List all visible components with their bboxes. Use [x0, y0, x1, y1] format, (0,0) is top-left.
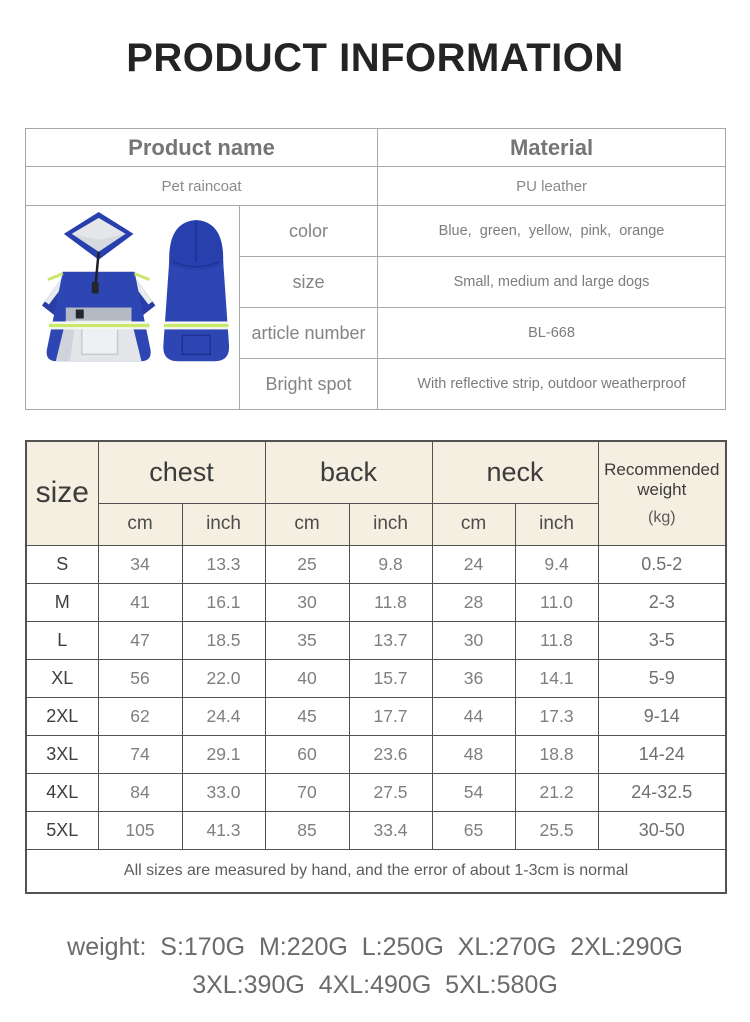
size-value-cell: 11.8	[515, 621, 598, 659]
size-value-cell: 62	[98, 697, 182, 735]
size-value-cell: 23.6	[349, 735, 432, 773]
back-header: back	[265, 441, 432, 503]
recommended-weight-label: Recommended weight	[604, 459, 720, 500]
weight-note-line2: 3XL:390G 4XL:490G 5XL:580G	[192, 971, 558, 999]
raincoat-back-view	[163, 220, 229, 361]
size-name-cell: XL	[26, 659, 98, 697]
size-value-cell: 14-24	[598, 735, 726, 773]
size-row	[26, 697, 726, 735]
size-value-cell: 85	[265, 811, 349, 849]
size-value-cell: 47	[98, 621, 182, 659]
size-value-cell: 18.8	[515, 735, 598, 773]
size-name-cell: L	[26, 621, 98, 659]
unit-header-cell: cm	[432, 503, 515, 545]
size-value-cell: 11.8	[349, 583, 432, 621]
size-value-cell: 9-14	[598, 697, 726, 735]
weight-unit-label: (kg)	[648, 508, 676, 526]
measurement-note: All sizes are measured by hand, and the error of about 1-3cm is normal	[26, 849, 726, 893]
size-name-cell: 4XL	[26, 773, 98, 811]
size-row	[26, 545, 726, 583]
size-row	[26, 583, 726, 621]
size-value-cell: 40	[265, 659, 349, 697]
size-value-cell: 13.3	[182, 545, 265, 583]
size-value-cell: 41.3	[182, 811, 265, 849]
size-value-cell: 15.7	[349, 659, 432, 697]
product-name-header: Product name	[26, 129, 378, 167]
size-value-cell: 18.5	[182, 621, 265, 659]
size-value-cell: 14.1	[515, 659, 598, 697]
size-value-cell: 34	[98, 545, 182, 583]
article-number-label: article number	[240, 308, 378, 359]
info-header-row	[26, 129, 726, 167]
size-value-cell: 30	[432, 621, 515, 659]
product-info-table	[25, 128, 726, 410]
chest-header: chest	[98, 441, 265, 503]
size-value-cell: 2-3	[598, 583, 726, 621]
size-row	[26, 773, 726, 811]
size-value-cell: 30	[265, 583, 349, 621]
bright-spot-label: Bright spot	[240, 359, 378, 410]
size-value-cell: 16.1	[182, 583, 265, 621]
size-value-cell: 27.5	[349, 773, 432, 811]
weight-note-line1: weight: S:170G M:220G L:250G XL:270G 2XL:290G	[67, 933, 683, 961]
bright-spot-value: With reflective strip, outdoor weatherproof	[378, 359, 726, 410]
size-value-cell: 11.0	[515, 583, 598, 621]
size-value-cell: 65	[432, 811, 515, 849]
size-value-cell: 24	[432, 545, 515, 583]
size-value-cell: 33.4	[349, 811, 432, 849]
color-label: color	[240, 206, 378, 257]
size-name-cell: 5XL	[26, 811, 98, 849]
unit-header-cell: inch	[182, 503, 265, 545]
size-chart-table	[25, 440, 727, 894]
size-value-cell: 22.0	[182, 659, 265, 697]
size-value-cell: 0.5-2	[598, 545, 726, 583]
size-value-cell: 41	[98, 583, 182, 621]
size-row	[26, 659, 726, 697]
size-value-cell: 70	[265, 773, 349, 811]
size-value-cell: 21.2	[515, 773, 598, 811]
material-header: Material	[378, 129, 726, 167]
size-table-body	[26, 545, 726, 849]
size-value-cell: 84	[98, 773, 182, 811]
size-value-cell: 9.8	[349, 545, 432, 583]
pet-raincoat-illustration	[30, 210, 235, 405]
size-value-cell: 3-5	[598, 621, 726, 659]
page-title: PRODUCT INFORMATION	[126, 36, 624, 80]
size-value-cell: 5-9	[598, 659, 726, 697]
size-row	[26, 735, 726, 773]
size-row	[26, 621, 726, 659]
info-value-row	[26, 167, 726, 206]
size-chart-group-row	[26, 441, 726, 503]
info-detail-row	[26, 206, 726, 257]
size-row	[26, 811, 726, 849]
size-value-cell: 17.3	[515, 697, 598, 735]
size-value-cell: 30-50	[598, 811, 726, 849]
size-value-cell: 17.7	[349, 697, 432, 735]
size-value-cell: 25.5	[515, 811, 598, 849]
product-image	[26, 206, 240, 410]
size-label: size	[240, 257, 378, 308]
size-value-cell: 24-32.5	[598, 773, 726, 811]
product-name-value: Pet raincoat	[26, 167, 378, 206]
size-value-cell: 56	[98, 659, 182, 697]
size-corner-header: size	[26, 441, 98, 545]
size-name-cell: S	[26, 545, 98, 583]
size-value-cell: 48	[432, 735, 515, 773]
unit-header-cell: inch	[349, 503, 432, 545]
size-value-cell: 25	[265, 545, 349, 583]
size-value-cell: 28	[432, 583, 515, 621]
size-value-cell: 35	[265, 621, 349, 659]
size-value-cell: 45	[265, 697, 349, 735]
weight-note	[0, 928, 750, 1004]
size-value: Small, medium and large dogs	[378, 257, 726, 308]
size-name-cell: 2XL	[26, 697, 98, 735]
size-value-cell: 105	[98, 811, 182, 849]
recommended-weight-header	[598, 441, 726, 545]
unit-header-cell: cm	[98, 503, 182, 545]
size-value-cell: 13.7	[349, 621, 432, 659]
size-chart-header	[26, 441, 726, 545]
color-value: Blue, green, yellow, pink, orange	[378, 206, 726, 257]
neck-header: neck	[432, 441, 598, 503]
unit-header-cell: inch	[515, 503, 598, 545]
size-value-cell: 36	[432, 659, 515, 697]
size-value-cell: 74	[98, 735, 182, 773]
raincoat-front-view	[42, 212, 155, 361]
size-value-cell: 44	[432, 697, 515, 735]
size-value-cell: 24.4	[182, 697, 265, 735]
size-value-cell: 54	[432, 773, 515, 811]
size-value-cell: 33.0	[182, 773, 265, 811]
size-name-cell: 3XL	[26, 735, 98, 773]
unit-header-cell: cm	[265, 503, 349, 545]
size-name-cell: M	[26, 583, 98, 621]
size-value-cell: 29.1	[182, 735, 265, 773]
material-value: PU leather	[378, 167, 726, 206]
article-number-value: BL-668	[378, 308, 726, 359]
measurement-note-row	[26, 849, 726, 893]
size-value-cell: 60	[265, 735, 349, 773]
size-value-cell: 9.4	[515, 545, 598, 583]
